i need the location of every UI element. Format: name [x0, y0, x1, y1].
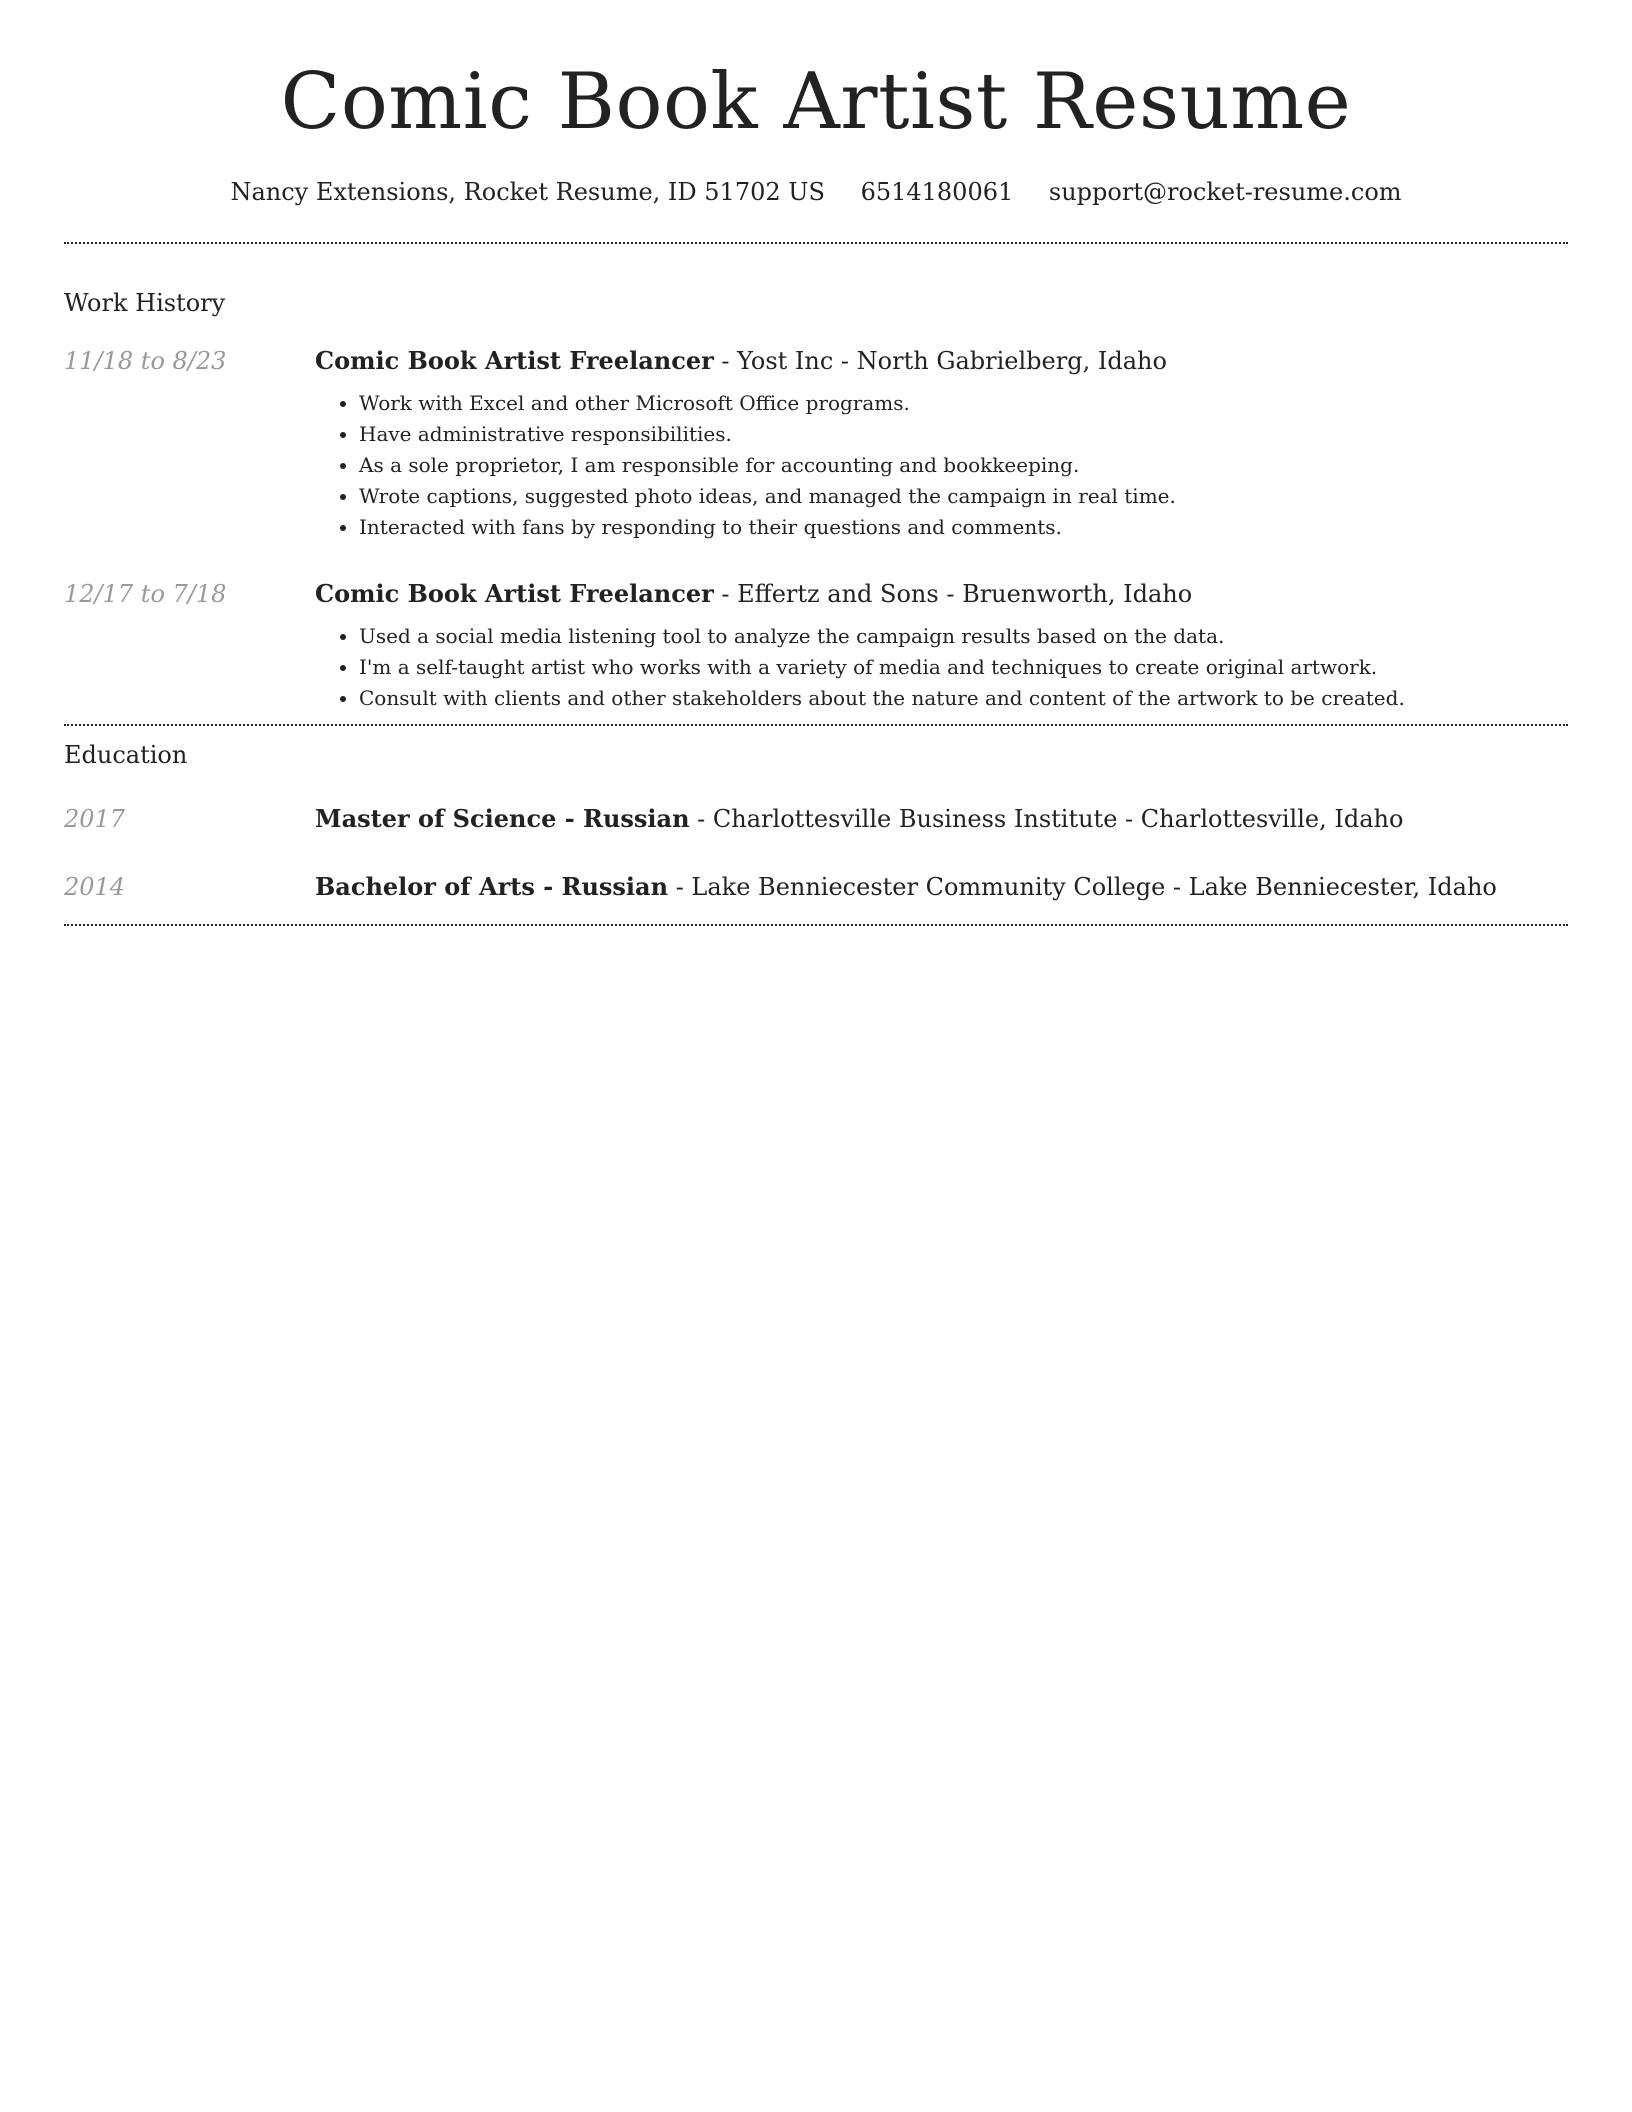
job-bullet: • As a sole proprietor, I am responsible for accounting and bookkeeping.	[359, 450, 1568, 481]
job-bullets	[315, 388, 1568, 543]
job-bullet: • Have administrative responsibilities.	[359, 419, 1568, 450]
divider-bottom	[64, 924, 1568, 926]
job-body	[315, 344, 1568, 543]
job-entry	[64, 344, 1568, 543]
job-bullet: • Consult with clients and other stakeholders about the nature and content of the artwork to be created.	[359, 683, 1568, 714]
job-details: - Effertz and Sons - Bruenworth, Idaho	[713, 580, 1193, 608]
job-bullet: • Interacted with fans by responding to their questions and comments.	[359, 512, 1568, 543]
education-heading-line	[315, 802, 1568, 836]
education-body	[315, 802, 1568, 836]
education-entry	[64, 802, 1568, 836]
education-details: - Lake Benniecester Community College - Lake Benniecester, Idaho	[668, 873, 1497, 901]
work-history-heading: Work History	[64, 289, 226, 317]
job-role: Comic Book Artist Freelancer	[315, 346, 714, 375]
resume-title: Comic Book Artist Resume	[280, 57, 1352, 147]
job-heading	[315, 344, 1568, 378]
job-dates: 11/18 to 8/23	[64, 347, 227, 375]
education-heading-line	[315, 870, 1568, 904]
education-heading: Education	[64, 741, 188, 769]
job-bullet: • Wrote captions, suggested photo ideas, and managed the campaign in real time.	[359, 481, 1568, 512]
job-dates: 12/17 to 7/18	[64, 580, 227, 608]
contact-line	[64, 174, 1568, 210]
education-entry	[64, 870, 1568, 904]
job-heading	[315, 577, 1568, 611]
education-body	[315, 870, 1568, 904]
job-bullet: • Work with Excel and other Microsoft Office programs.	[359, 388, 1568, 419]
job-bullet: • Used a social media listening tool to analyze the campaign results based on the data.	[359, 621, 1568, 652]
education-year: 2014	[64, 873, 126, 901]
job-entry	[64, 577, 1568, 714]
education-details: - Charlottesville Business Institute - Charlottesville, Idaho	[689, 805, 1404, 833]
education-degree: Master of Science - Russian	[315, 804, 690, 833]
divider-education	[64, 724, 1568, 726]
job-bullet: • I'm a self-taught artist who works with a variety of media and techniques to create original artwork.	[359, 652, 1568, 683]
job-role: Comic Book Artist Freelancer	[315, 579, 714, 608]
education-year: 2017	[64, 805, 126, 833]
education-degree: Bachelor of Arts - Russian	[315, 872, 669, 901]
contact-email: support@rocket-resume.com	[1048, 178, 1402, 206]
contact-address: Nancy Extensions, Rocket Resume, ID 51702 US	[230, 178, 825, 206]
job-body	[315, 577, 1568, 714]
job-details: - Yost Inc - North Gabrielberg, Idaho	[713, 347, 1167, 375]
divider-top	[64, 242, 1568, 244]
contact-phone: 6514180061	[860, 178, 1014, 206]
job-bullets	[315, 621, 1568, 714]
